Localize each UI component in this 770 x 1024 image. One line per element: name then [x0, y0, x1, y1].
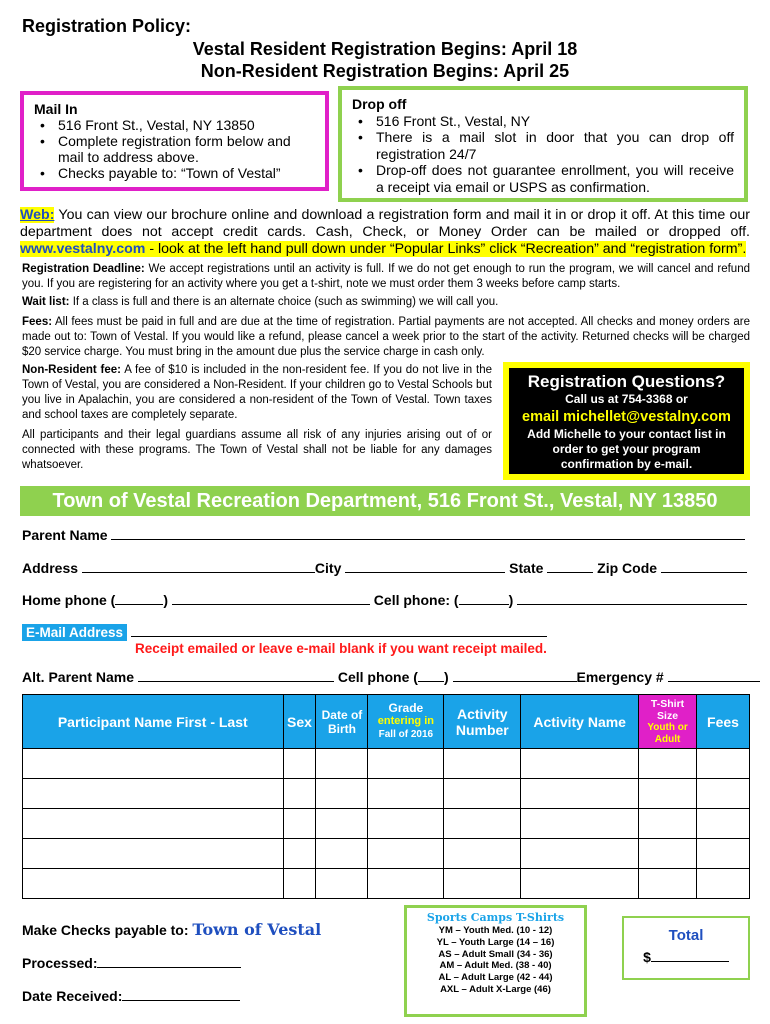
mail-in-title: Mail In [34, 101, 78, 117]
cell[interactable] [368, 809, 444, 839]
deadline-paragraph [22, 262, 750, 292]
paren-close: ) [508, 592, 514, 608]
email-label: E-Mail Address [22, 624, 127, 641]
received-row [22, 988, 240, 1004]
cell[interactable] [23, 869, 284, 899]
col-fees: Fees [697, 695, 750, 749]
parent-name-label: Parent Name [22, 527, 108, 543]
list-item: YM – Youth Med. (10 - 12) [438, 925, 553, 936]
cell[interactable] [283, 779, 316, 809]
list-item: YL – Youth Large (14 – 16) [436, 936, 555, 948]
processed-field[interactable] [97, 955, 241, 968]
list-item: • 516 Front St., Vestal, NY [352, 113, 734, 130]
cell-phone-field[interactable] [517, 592, 747, 605]
web-text: You can view our brochure online and download a registration form and mail it in or drop it off. At this time our department does not accept credit cards. Cash, Check, or Money Order can be mailed or dropped off. [20, 207, 750, 240]
tshirt-label: T-Shirt Size [650, 697, 685, 722]
cell[interactable] [283, 749, 316, 779]
city-label: City [314, 560, 342, 576]
nonresident-fee-text: A fee of $10 is included in the non-resident fee. If you do not live in the Town of Vestal, you are considered a Non-Resident. If your children go to Vestal Schools but you live in Apalachin, you are considered a non-resident of the Town of Vestal. Town taxes and school taxes are completely separate. [22, 364, 492, 421]
cell[interactable] [316, 869, 368, 899]
cell[interactable] [316, 809, 368, 839]
cell[interactable] [368, 779, 444, 809]
emergency-label: Emergency # [576, 669, 664, 685]
checks-label: Make Checks payable to: [22, 922, 189, 938]
drop-off-list [352, 113, 734, 196]
cell[interactable] [283, 839, 316, 869]
email-row [22, 624, 547, 641]
cell[interactable] [316, 749, 368, 779]
grade-entering: entering in [377, 715, 434, 727]
table-row [23, 869, 750, 899]
address-row [22, 560, 747, 576]
cell[interactable] [639, 809, 697, 839]
deadline-text: We accept registrations until an activity is full. If we do not get enough to run the program, we will cancel and refund you. If you are registering for an activity where you get a t-shirt, note we must order them 3 weeks before camp starts. [22, 263, 750, 290]
col-participant: Participant Name First - Last [23, 695, 284, 749]
grade-label: Grade [388, 701, 424, 715]
total-field[interactable] [651, 949, 729, 962]
home-phone-field[interactable] [172, 592, 370, 605]
city-field[interactable] [345, 560, 505, 573]
table-header-row [23, 695, 750, 749]
processed-row [22, 955, 241, 971]
fees-text: All fees must be paid in full and are due at the time of registration. Partial payments are not accepted. All checks and money orders are made out to: Town of Vestal. If you would like a refund, please cancel a week prior to the start of the activity. Returned checks will be charged $20 service charge. You must bring in the amount due plus the service charge in cash only. [22, 316, 750, 358]
cell-phone-area-field[interactable] [459, 592, 509, 605]
col-activity-name: Activity Name [521, 695, 639, 749]
resident-registration-date: Vestal Resident Registration Begins: April 18 [192, 39, 578, 59]
col-tshirt [639, 695, 697, 749]
cell[interactable] [697, 869, 750, 899]
col-sex: Sex [283, 695, 316, 749]
waitlist-text: If a class is full and there is an alternate choice (such as swimming) we will call you. [69, 296, 499, 308]
alt-cell-field[interactable] [453, 669, 577, 682]
home-phone-area-field[interactable] [115, 592, 163, 605]
cell[interactable] [521, 839, 639, 869]
cell[interactable] [697, 809, 750, 839]
paren-close: ) [443, 669, 449, 685]
cell[interactable] [521, 779, 639, 809]
parent-name-field[interactable] [111, 527, 745, 540]
zip-field[interactable] [661, 560, 747, 573]
cell[interactable] [283, 869, 316, 899]
zip-label: Zip Code [597, 560, 658, 576]
cell[interactable] [639, 869, 697, 899]
list-item: • 516 Front St., Vestal, NY 13850 [34, 117, 315, 133]
waitlist-paragraph [22, 295, 750, 310]
questions-call: Call us at 754-3368 or [565, 392, 688, 406]
parent-name-row [22, 527, 745, 543]
processed-label: Processed: [22, 955, 98, 971]
web-paragraph [20, 207, 750, 258]
checks-payable-row [22, 920, 321, 939]
cell[interactable] [368, 749, 444, 779]
alt-parent-label: Alt. Parent Name [22, 669, 135, 685]
cell[interactable] [368, 869, 444, 899]
grade-fall: Fall of 2016 [378, 729, 434, 740]
table-row [23, 839, 750, 869]
drop-off-box [338, 86, 748, 202]
receipt-note: Receipt emailed or leave e-mail blank if you want receipt mailed. [135, 641, 547, 656]
nonresident-fee-label: Non-Resident fee: [22, 364, 122, 376]
checks-payee: Town of Vestal [192, 920, 322, 939]
cell[interactable] [697, 839, 750, 869]
cell[interactable] [316, 839, 368, 869]
list-item: AS – Adult Small (34 - 36) [438, 948, 553, 960]
table-row [23, 809, 750, 839]
deadline-label: Registration Deadline: [22, 263, 145, 275]
questions-box [503, 362, 750, 480]
cell[interactable] [444, 779, 521, 809]
address-label: Address [22, 560, 79, 576]
list-item: AXL – Adult X-Large (46) [440, 983, 551, 995]
cell[interactable] [23, 749, 284, 779]
cell[interactable] [368, 839, 444, 869]
cell[interactable] [283, 809, 316, 839]
paren-close: ) [163, 592, 169, 608]
phone-row [22, 592, 747, 608]
list-item: AM – Adult Med. (38 - 40) [439, 960, 552, 972]
cell[interactable] [316, 779, 368, 809]
liability-paragraph: All participants and their legal guardians assume all risk of any injuries arising out of or connected with these programs. The Town of Vestal shall not be liable for any damages whatsoever. [22, 429, 492, 471]
cell[interactable] [444, 749, 521, 779]
web-tag: Web: [20, 207, 55, 223]
cell[interactable] [444, 869, 521, 899]
participant-table [22, 694, 750, 899]
list-item: AL – Adult Large (42 - 44) [438, 972, 553, 984]
table-row [23, 749, 750, 779]
tshirt-sizes-box [404, 905, 587, 1017]
department-banner: Town of Vestal Recreation Department, 516 Front St., Vestal, NY 13850 [20, 486, 750, 516]
tshirt-sizes-title: Sports Camps T-Shirts [426, 911, 565, 924]
cell[interactable] [697, 749, 750, 779]
questions-add-contact: Add Michelle to your contact list in order to get your program confirmation by e-mail. [527, 427, 726, 471]
total-row [624, 949, 748, 965]
total-box [622, 916, 750, 980]
received-label: Date Received: [22, 988, 123, 1004]
dollar-sign: $ [643, 949, 651, 965]
website-instructions: - look at the left hand pull down under “Popular Links” click “Recreation” and “registration form”. [145, 241, 747, 257]
list-item: • Drop-off does not guarantee enrollment, you will receive a receipt via email or USPS as confirmation. [352, 162, 734, 195]
cell[interactable] [23, 779, 284, 809]
col-dob: Date of Birth [316, 695, 368, 749]
list-item: • There is a mail slot in door that you can drop off registration 24/7 [352, 129, 734, 162]
list-item: • Checks payable to: “Town of Vestal” [34, 165, 315, 181]
state-field[interactable] [547, 560, 593, 573]
policy-title: Registration Policy: [22, 16, 192, 36]
cell[interactable] [521, 809, 639, 839]
cell[interactable] [23, 839, 284, 869]
alt-cell-label: Cell phone ( [337, 669, 418, 685]
cell-phone-label: Cell phone: ( [373, 592, 459, 608]
questions-inner [509, 368, 744, 474]
col-activity-number: Activity Number [444, 695, 521, 749]
cell[interactable] [444, 809, 521, 839]
table-row [23, 779, 750, 809]
home-phone-label: Home phone ( [22, 592, 116, 608]
nonresident-fee-paragraph [22, 363, 492, 423]
cell[interactable] [444, 839, 521, 869]
questions-email-link[interactable]: email michellet@vestalny.com [522, 409, 731, 425]
cell[interactable] [521, 869, 639, 899]
mail-in-list [34, 117, 315, 181]
cell[interactable] [697, 779, 750, 809]
mail-in-box [20, 91, 329, 191]
address-field[interactable] [82, 560, 315, 573]
alt-parent-row [22, 669, 760, 685]
fees-paragraph [22, 315, 750, 360]
tshirt-sub: Youth or Adult [647, 721, 688, 745]
received-field[interactable] [122, 988, 240, 1001]
website-link[interactable]: www.vestalny.com [20, 241, 146, 257]
col-grade [368, 695, 444, 749]
cell[interactable] [639, 779, 697, 809]
waitlist-label: Wait list: [22, 296, 70, 308]
drop-off-title: Drop off [352, 96, 407, 112]
total-label: Total [668, 927, 704, 944]
fees-label: Fees: [22, 316, 53, 328]
email-field[interactable] [131, 624, 547, 637]
cell[interactable] [521, 749, 639, 779]
nonresident-registration-date: Non-Resident Registration Begins: April 25 [200, 61, 570, 81]
cell[interactable] [639, 839, 697, 869]
state-label: State [509, 560, 544, 576]
alt-parent-field[interactable] [138, 669, 334, 682]
cell[interactable] [23, 809, 284, 839]
emergency-field[interactable] [668, 669, 760, 682]
questions-title: Registration Questions? [527, 372, 726, 391]
cell[interactable] [639, 749, 697, 779]
alt-cell-area-field[interactable] [418, 669, 444, 682]
list-item: • Complete registration form below and mail to address above. [34, 133, 315, 165]
